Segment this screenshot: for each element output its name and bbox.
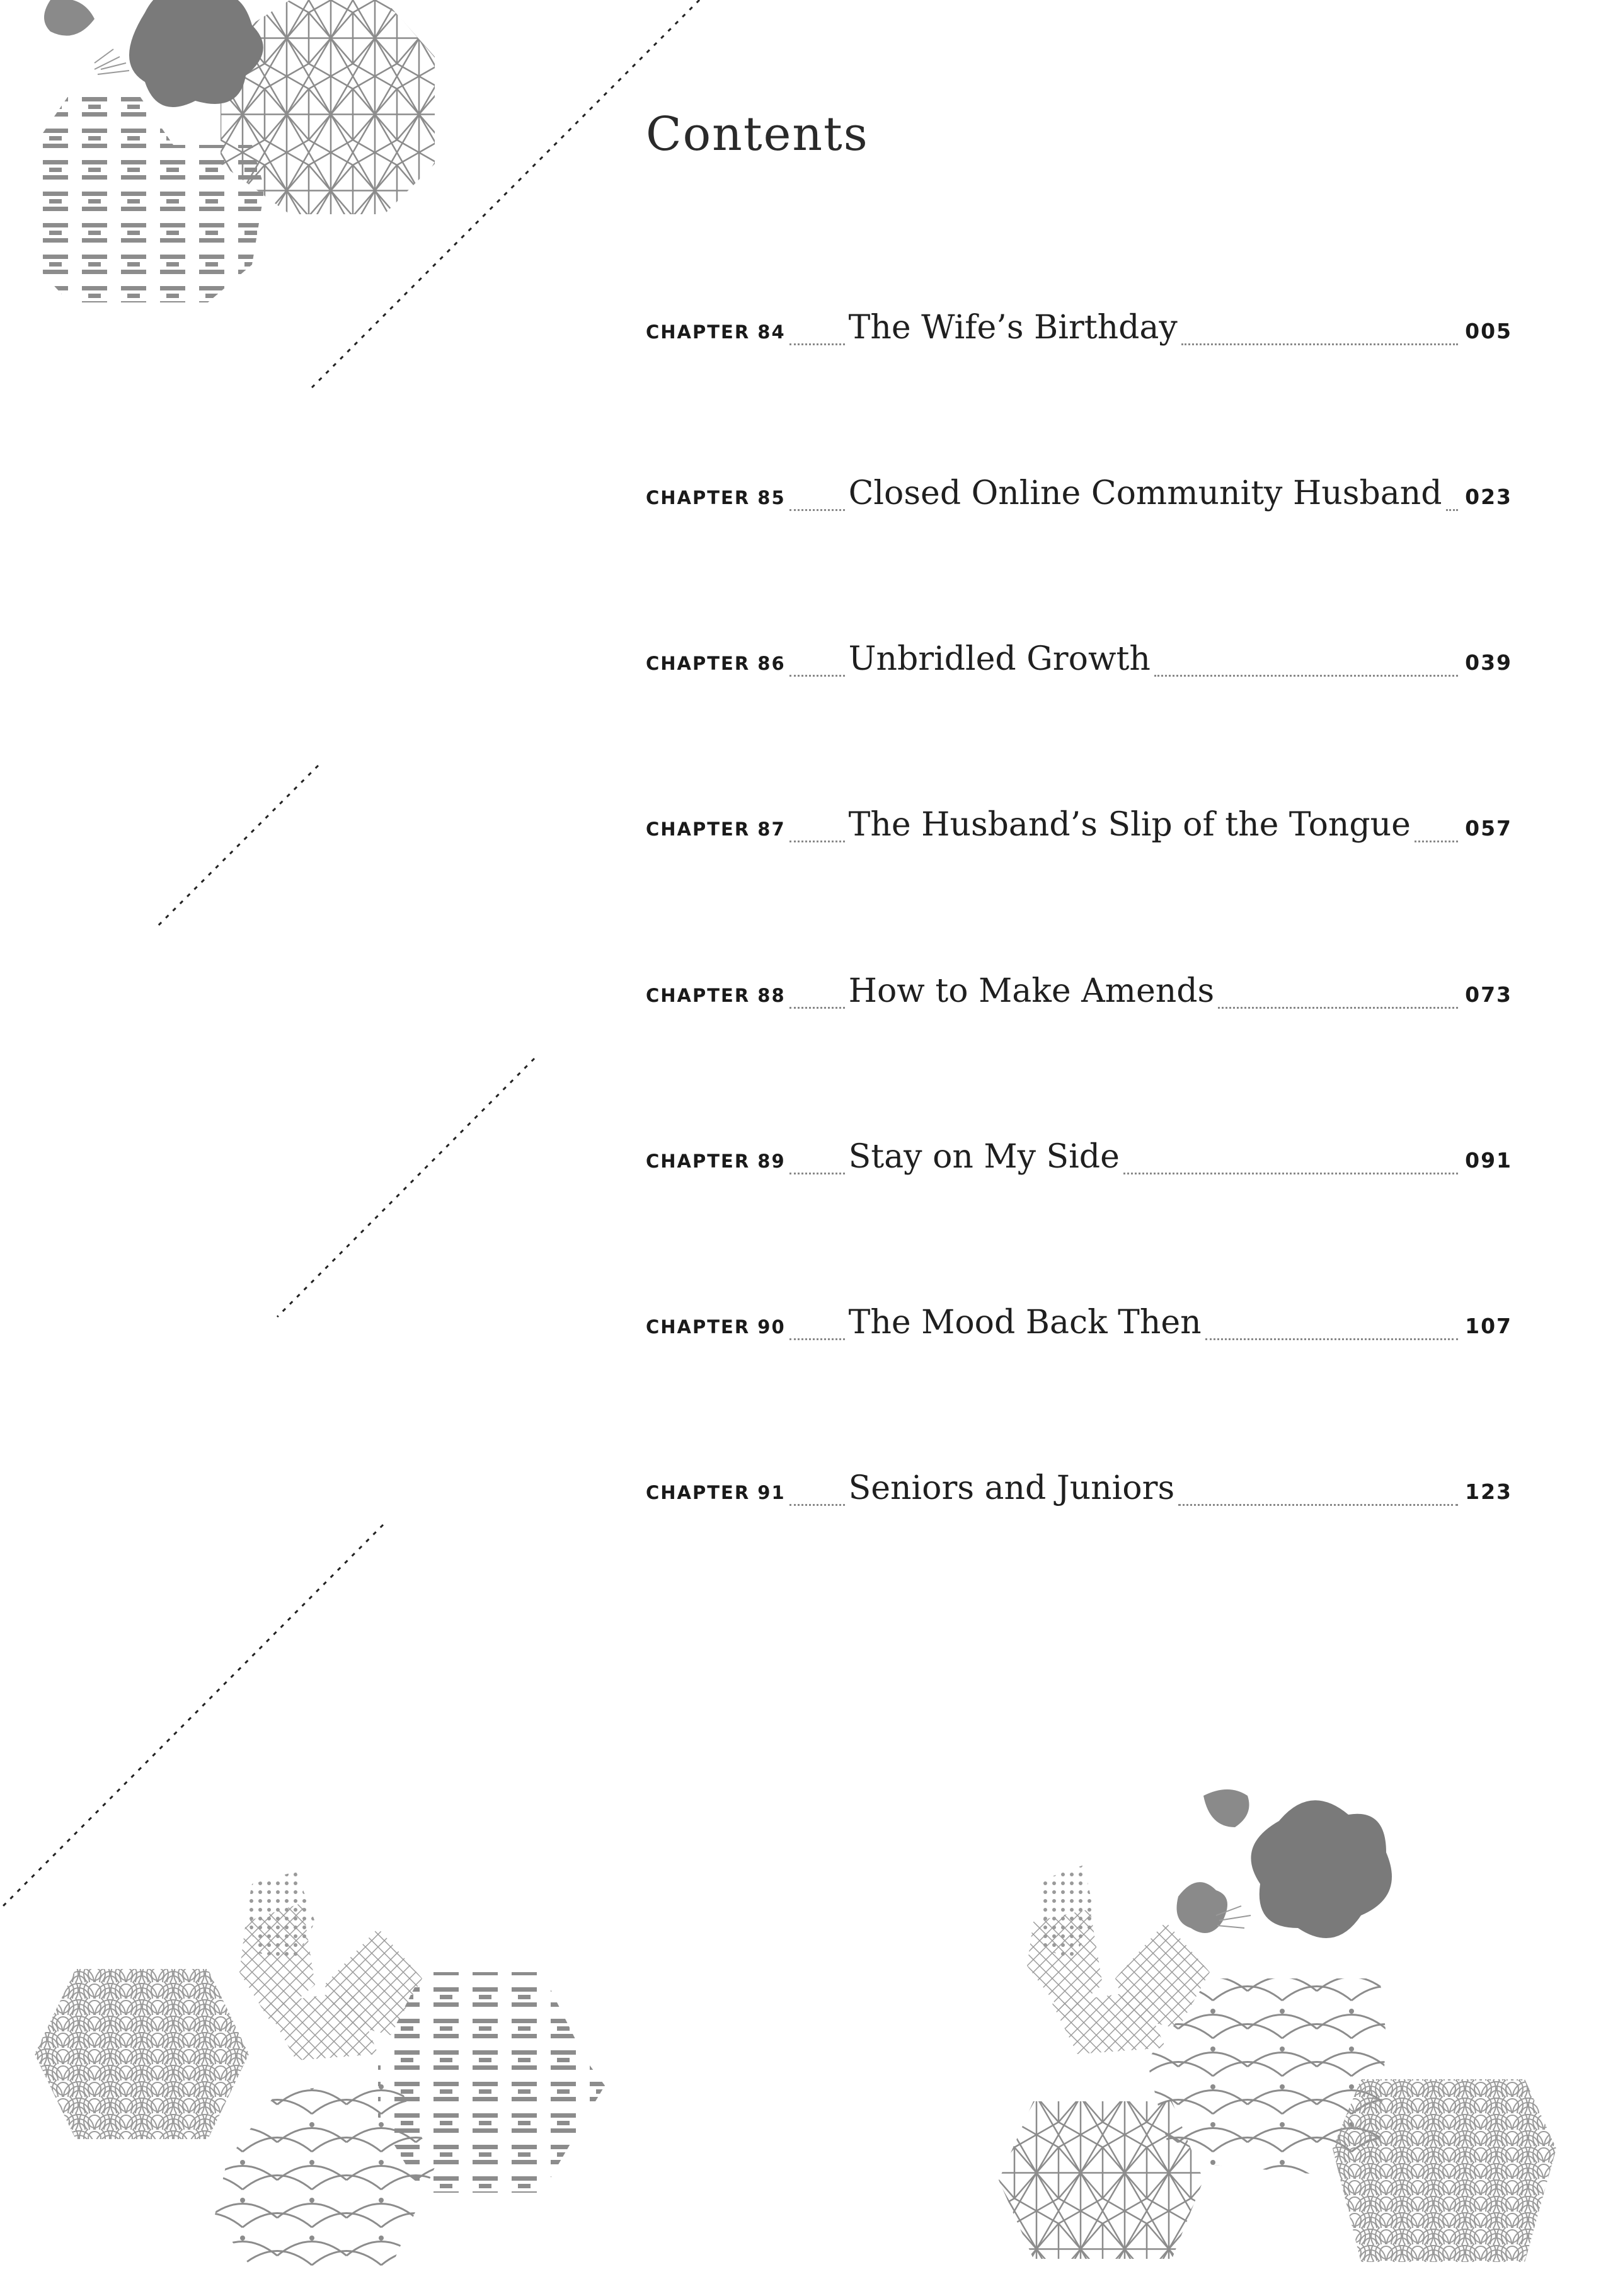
dot-leader: [789, 343, 845, 345]
chapter-label: CHAPTER 90: [646, 1316, 786, 1338]
chapter-title: Closed Online Community Husband: [848, 474, 1442, 512]
dot-leader: [1154, 675, 1458, 677]
dot-leader: [789, 841, 845, 842]
toc-entry[interactable]: [646, 640, 1512, 691]
chapter-label: CHAPTER 85: [646, 487, 786, 508]
page-number: 091: [1465, 1148, 1512, 1173]
page-number: 073: [1465, 982, 1512, 1007]
page-number: 023: [1465, 485, 1512, 509]
dot-leader: [1178, 1504, 1458, 1506]
toc-entry[interactable]: [646, 806, 1512, 856]
dot-leader: [789, 675, 845, 677]
dot-leader: [1123, 1173, 1458, 1174]
chapter-label: CHAPTER 89: [646, 1151, 786, 1172]
chapter-title: The Husband’s Slip of the Tongue: [848, 806, 1411, 844]
chapter-label: CHAPTER 86: [646, 653, 786, 674]
chapter-title: The Mood Back Then: [848, 1304, 1202, 1341]
dot-leader: [789, 1007, 845, 1009]
toc-entry[interactable]: [646, 474, 1512, 525]
chapter-title: Unbridled Growth: [848, 640, 1151, 678]
chapter-label: CHAPTER 87: [646, 818, 786, 840]
dot-leader: [789, 1173, 845, 1174]
chapter-label: CHAPTER 88: [646, 985, 786, 1006]
toc-entry[interactable]: [646, 1469, 1512, 1520]
dot-leader: [1181, 343, 1458, 345]
chapter-title: Stay on My Side: [848, 1138, 1120, 1176]
chapter-title: Seniors and Juniors: [848, 1469, 1175, 1507]
page-number: 057: [1465, 816, 1512, 841]
toc-entry[interactable]: [646, 1138, 1512, 1188]
page-number: 005: [1465, 319, 1512, 343]
contents-heading: Contents: [646, 107, 869, 161]
dot-leader: [1218, 1007, 1458, 1009]
toc-entry[interactable]: [646, 309, 1512, 359]
dot-leader: [1415, 841, 1458, 842]
page-number: 107: [1465, 1314, 1512, 1338]
dot-leader: [789, 509, 845, 511]
toc-entry[interactable]: [646, 1304, 1512, 1354]
chapter-label: CHAPTER 91: [646, 1482, 786, 1503]
dot-leader: [1446, 509, 1458, 511]
page-number: 123: [1465, 1479, 1512, 1504]
chapter-title: How to Make Amends: [848, 972, 1215, 1010]
chapter-label: CHAPTER 84: [646, 321, 786, 343]
dot-leader: [789, 1338, 845, 1340]
chapter-title: The Wife’s Birthday: [848, 309, 1178, 347]
dot-leader: [789, 1504, 845, 1506]
page-number: 039: [1465, 650, 1512, 675]
toc-entry[interactable]: [646, 972, 1512, 1023]
dot-leader: [1205, 1338, 1458, 1340]
